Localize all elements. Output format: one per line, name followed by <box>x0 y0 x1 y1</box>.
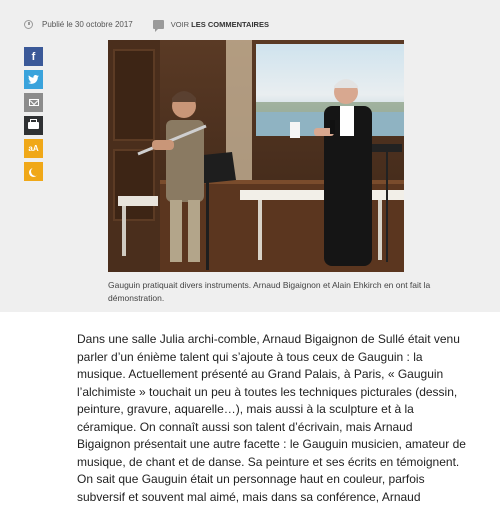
view-comments-link[interactable] <box>171 20 269 29</box>
facebook-share-button[interactable] <box>24 47 43 66</box>
twitter-icon <box>28 75 39 84</box>
night-mode-icon <box>31 167 40 176</box>
view-comments-label: LES COMMENTAIRES <box>191 19 269 29</box>
text-size-icon: aA <box>28 144 39 153</box>
article-photo <box>108 40 404 272</box>
article-body <box>77 331 467 506</box>
twitter-share-button[interactable] <box>24 70 43 89</box>
text-size-button[interactable] <box>24 139 43 158</box>
article-meta <box>24 16 269 32</box>
email-share-button[interactable] <box>24 93 43 112</box>
facebook-icon: f <box>31 50 36 63</box>
mail-icon <box>29 99 39 106</box>
musicians-photo-illustration <box>108 40 404 272</box>
clock-icon <box>24 20 33 29</box>
comment-icon <box>153 20 164 29</box>
view-comments-prefix: VOIR <box>170 19 190 29</box>
photo-caption: Gauguin pratiquait divers instruments. Arnaud Bigaignon et Alain Ehkirch en ont fait la démonstration. <box>108 280 431 303</box>
print-icon <box>28 122 39 129</box>
share-toolbar <box>24 47 43 185</box>
night-mode-button[interactable] <box>24 162 43 181</box>
article-paragraph: Dans une salle Julia archi-comble, Arnaud Bigaignon de Sullé était venu parler d’un énième talent qui s’ajoute à tous ceux de Gauguin : la musique. Actuellement présenté au Grand Palais, à Paris, « Gauguin l’alchimiste » touchait un peu à toutes les techniques picturales (dessin, peinture, gravure, aquarelle…), mais aussi à la sculpture et à la céramique. On connaît aussi son talent d’écrivain, mais Arnaud Bigaignon présentait une autre facette : le Gauguin musicien, amateur de musique, de chant et de danse. Sa peinture et ses écrits en témoignent. On sait que Gauguin était un personnage haut en couleur, parfois subversif et souvent mal aimé, mais dans sa conférence, Arnaud <box>77 332 466 504</box>
print-button[interactable] <box>24 116 43 135</box>
publish-date: Publié le 30 octobre 2017 <box>42 19 133 29</box>
